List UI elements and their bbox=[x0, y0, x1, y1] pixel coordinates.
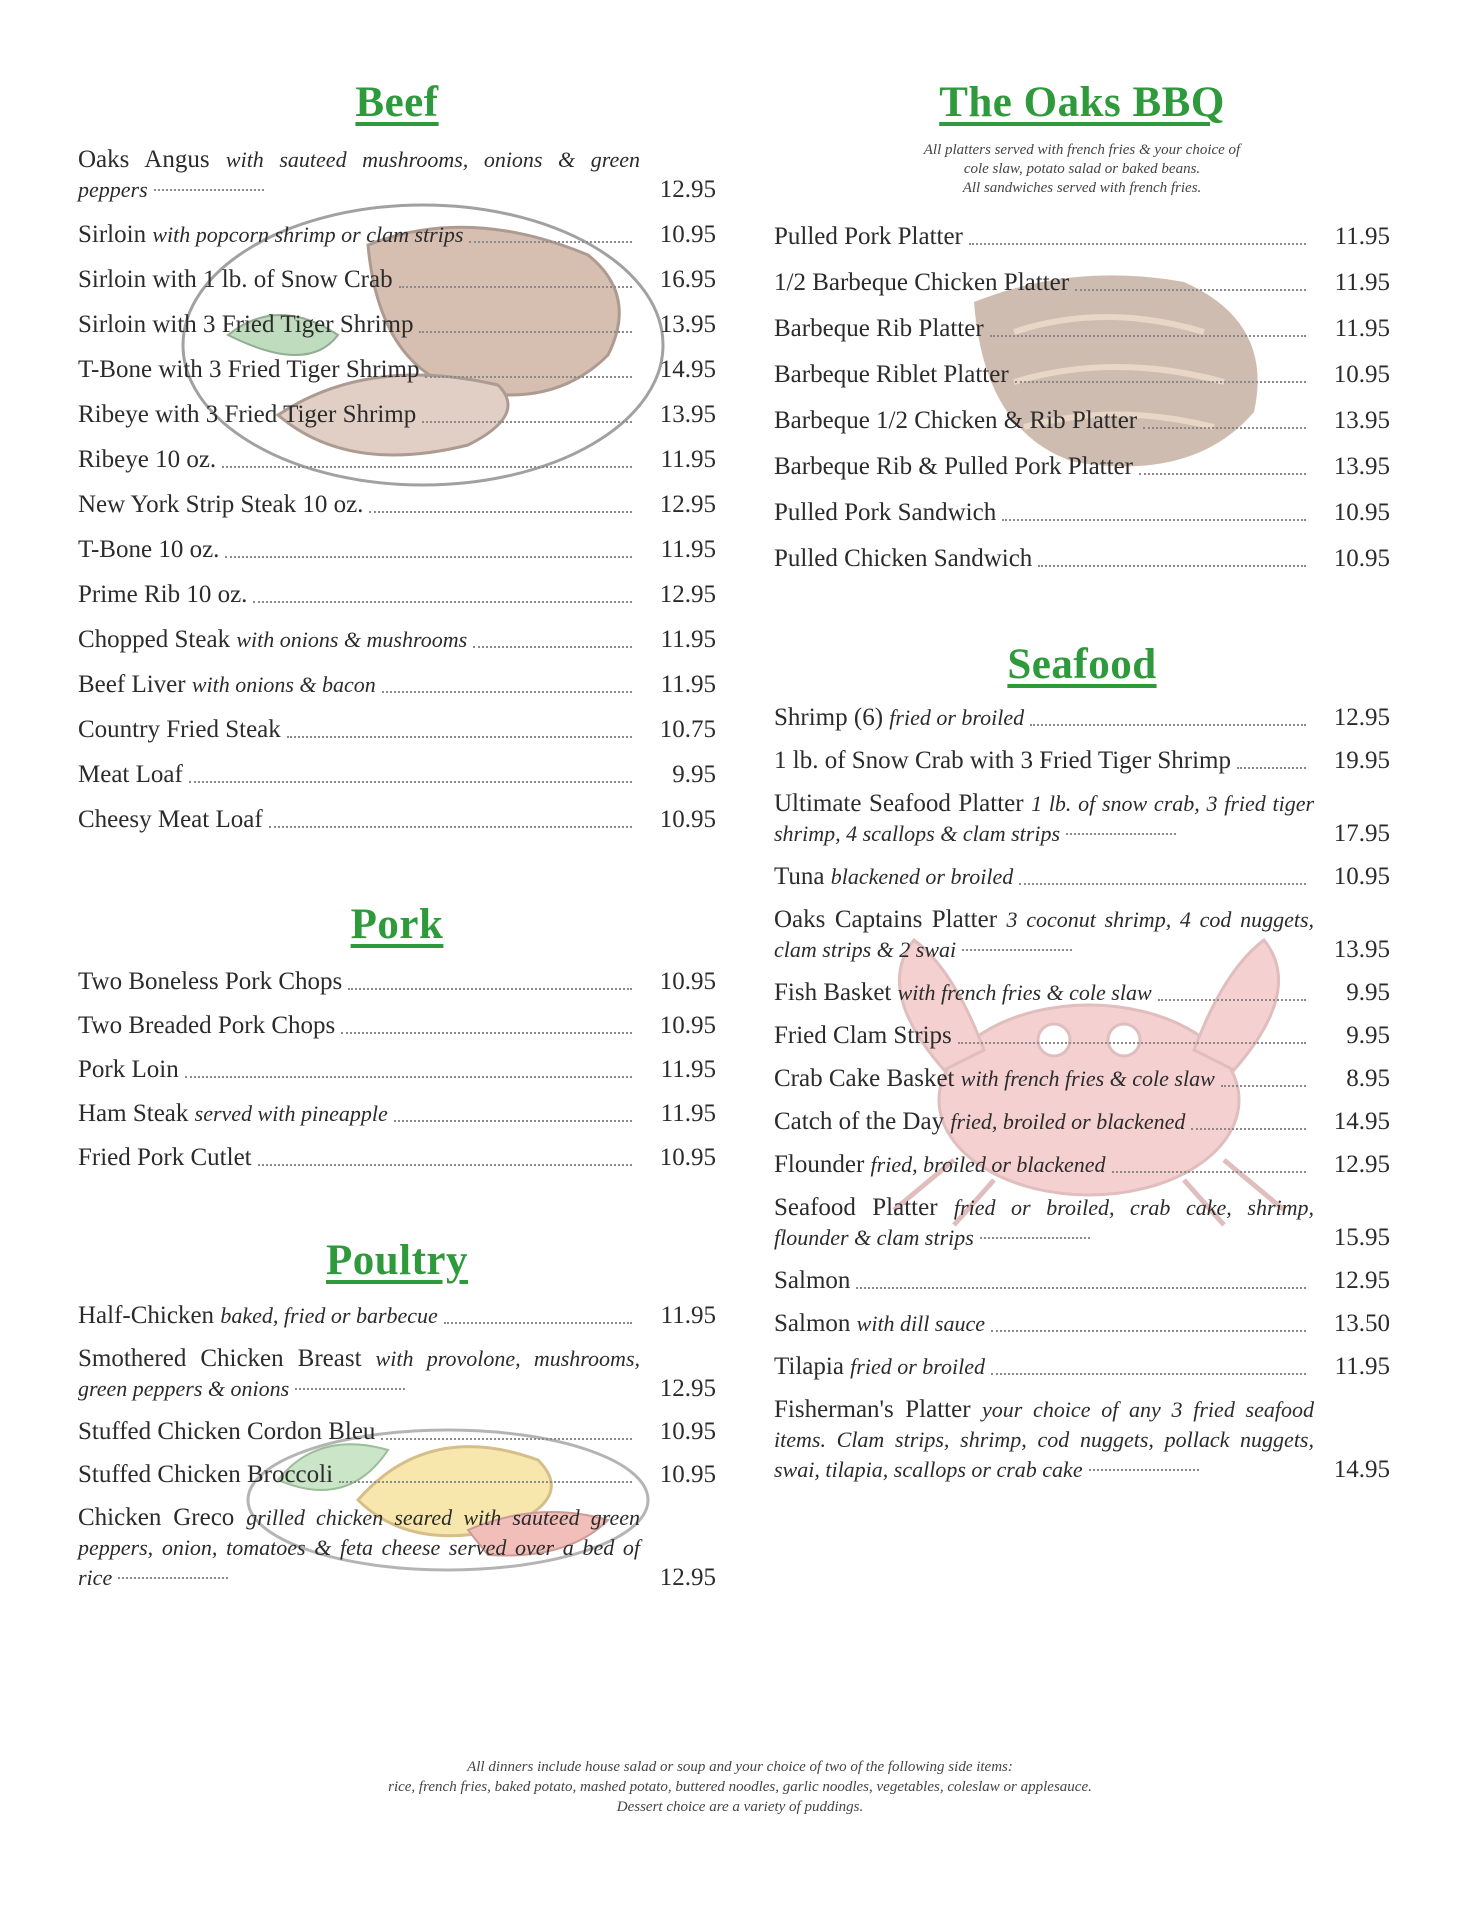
menu-item bbox=[78, 1055, 716, 1085]
menu-item-text bbox=[774, 222, 963, 252]
dot-leader bbox=[269, 826, 632, 828]
menu-item-price: 10.95 bbox=[1333, 499, 1390, 526]
menu-item-price: 11.95 bbox=[660, 671, 716, 698]
menu-item-name: Stuffed Chicken Broccoli bbox=[78, 1461, 334, 1488]
seafood-menu-list bbox=[774, 703, 1390, 1485]
beef-menu-list bbox=[78, 145, 716, 835]
menu-item-price: 11.95 bbox=[1334, 315, 1390, 342]
menu-item bbox=[78, 1301, 716, 1331]
menu-item-text bbox=[774, 314, 984, 344]
menu-item-description: baked, fried or barbecue bbox=[220, 1303, 438, 1328]
menu-item-name: 1 lb. of Snow Crab with 3 Fried Tiger Shrimp bbox=[774, 747, 1231, 774]
menu-item-name: Pulled Chicken Sandwich bbox=[774, 545, 1033, 572]
menu-item-name: Barbeque Rib Platter bbox=[774, 315, 984, 342]
menu-item-text bbox=[78, 1503, 640, 1593]
dot-leader bbox=[339, 1481, 632, 1483]
menu-item-name: Flounder bbox=[774, 1151, 865, 1178]
menu-item-price: 11.95 bbox=[1334, 1353, 1390, 1380]
menu-item-name: Fried Pork Cutlet bbox=[78, 1144, 252, 1171]
menu-item-price: 13.95 bbox=[659, 311, 716, 338]
menu-item-description: with provolone, mushrooms, green peppers & onions bbox=[78, 1346, 641, 1401]
menu-item-price: 13.95 bbox=[1333, 407, 1390, 434]
menu-item-text bbox=[774, 746, 1231, 776]
menu-item-text bbox=[78, 355, 419, 385]
menu-item bbox=[774, 1193, 1390, 1253]
menu-item bbox=[774, 1309, 1390, 1339]
menu-item-name: Fisherman's Platter bbox=[774, 1396, 971, 1423]
menu-item-price: 12.95 bbox=[659, 491, 716, 518]
dot-leader bbox=[1237, 767, 1306, 769]
dot-leader bbox=[154, 188, 264, 191]
menu-item bbox=[78, 490, 716, 520]
menu-item-text bbox=[78, 625, 467, 655]
menu-item-price: 10.95 bbox=[659, 1418, 716, 1445]
menu-item-name: Fish Basket bbox=[774, 979, 892, 1006]
beef-heading: Beef bbox=[355, 79, 439, 126]
menu-item-price: 15.95 bbox=[1333, 1224, 1390, 1251]
menu-item bbox=[78, 145, 716, 205]
dot-leader bbox=[225, 556, 632, 558]
menu-item-text bbox=[774, 789, 1314, 849]
menu-item-price: 17.95 bbox=[1333, 820, 1390, 847]
menu-item-text bbox=[78, 400, 416, 430]
menu-item-name: Barbeque Rib & Pulled Pork Platter bbox=[774, 453, 1133, 480]
menu-item-name: Cheesy Meat Loaf bbox=[78, 806, 263, 833]
menu-item bbox=[774, 1150, 1390, 1180]
menu-item-name: Seafood Platter bbox=[774, 1194, 938, 1221]
menu-item bbox=[78, 760, 716, 790]
menu-item-description: fried, broiled or blackened bbox=[870, 1152, 1106, 1177]
menu-item-price: 12.95 bbox=[659, 581, 716, 608]
menu-item bbox=[78, 265, 716, 295]
menu-item-name: Ribeye 10 oz. bbox=[78, 446, 217, 473]
dot-leader bbox=[962, 948, 1072, 951]
menu-item bbox=[78, 625, 716, 655]
dot-leader bbox=[1089, 1468, 1199, 1471]
menu-item-text bbox=[78, 220, 463, 250]
menu-item-price: 12.95 bbox=[659, 1564, 716, 1591]
dot-leader bbox=[1002, 519, 1306, 521]
menu-item-name: Sirloin with 1 lb. of Snow Crab bbox=[78, 266, 393, 293]
menu-item bbox=[774, 703, 1390, 733]
menu-item-price: 10.95 bbox=[659, 806, 716, 833]
dot-leader bbox=[473, 646, 632, 648]
bbq-note-line: cole slaw, potato salad or baked beans. bbox=[963, 161, 1201, 177]
menu-item-text bbox=[78, 1460, 333, 1490]
menu-item-text bbox=[774, 1395, 1314, 1485]
menu-item-price: 14.95 bbox=[1333, 1108, 1390, 1135]
bbq-note-line: All platters served with french fries & your choice of bbox=[923, 142, 1241, 158]
menu-item-description: with sauteed mushrooms, onions & green peppers bbox=[78, 147, 640, 202]
menu-item bbox=[774, 746, 1390, 776]
menu-item bbox=[774, 314, 1390, 344]
dot-leader bbox=[1030, 724, 1306, 726]
menu-item bbox=[774, 406, 1390, 436]
menu-item-name: Country Fried Steak bbox=[78, 716, 281, 743]
menu-item-price: 10.95 bbox=[659, 1461, 716, 1488]
menu-item bbox=[78, 670, 716, 700]
menu-item bbox=[78, 535, 716, 565]
menu-item-name: Ribeye with 3 Fried Tiger Shrimp bbox=[78, 401, 417, 428]
menu-item-text bbox=[78, 1055, 179, 1085]
menu-item-price: 11.95 bbox=[660, 1056, 716, 1083]
bbq-serving-note bbox=[774, 141, 1390, 198]
menu-item-price: 11.95 bbox=[1334, 223, 1390, 250]
menu-item-name: Sirloin with 3 Fried Tiger Shrimp bbox=[78, 311, 414, 338]
menu-item-name: Two Boneless Pork Chops bbox=[78, 968, 343, 995]
dot-leader bbox=[1015, 381, 1306, 383]
pork-section bbox=[78, 900, 716, 1187]
dot-leader bbox=[118, 1576, 228, 1579]
menu-item bbox=[78, 580, 716, 610]
dot-leader bbox=[185, 1076, 632, 1078]
menu-item-text bbox=[78, 715, 281, 745]
menu-item-name: Smothered Chicken Breast bbox=[78, 1345, 362, 1372]
poultry-menu-list bbox=[78, 1301, 716, 1593]
menu-item-price: 11.95 bbox=[660, 446, 716, 473]
menu-item-text bbox=[774, 498, 996, 528]
menu-item-name: Half-Chicken bbox=[78, 1302, 215, 1329]
footer-line: Dessert choice are a variety of puddings. bbox=[616, 1799, 864, 1815]
menu-item-name: Sirloin bbox=[78, 221, 147, 248]
menu-item-text bbox=[78, 535, 219, 565]
menu-item-description: fried or broiled bbox=[889, 705, 1025, 730]
menu-item bbox=[774, 862, 1390, 892]
dot-leader bbox=[980, 1236, 1090, 1239]
dot-leader bbox=[969, 243, 1306, 245]
menu-item-text bbox=[78, 145, 640, 205]
footer-line: All dinners include house salad or soup and your choice of two of the following side items: bbox=[467, 1759, 1013, 1775]
menu-item-text bbox=[78, 580, 247, 610]
menu-item bbox=[774, 222, 1390, 252]
dot-leader bbox=[341, 1032, 632, 1034]
dot-leader bbox=[958, 1042, 1306, 1044]
menu-item-price: 10.95 bbox=[659, 1012, 716, 1039]
dot-leader bbox=[444, 1322, 632, 1324]
menu-item-text bbox=[78, 1099, 388, 1129]
menu-item-price: 11.95 bbox=[660, 1302, 716, 1329]
menu-item-name: Tilapia bbox=[774, 1353, 844, 1380]
dot-leader bbox=[348, 988, 632, 990]
menu-item-description: your choice of any 3 fried seafood items. Clam strips, shrimp, cod nuggets, pollack nuggets, swai, tilapia, scallops or crab cake bbox=[774, 1397, 1314, 1482]
menu-item-price: 9.95 bbox=[672, 761, 716, 788]
dot-leader bbox=[1075, 289, 1306, 291]
menu-item-text bbox=[774, 1352, 985, 1382]
menu-item-text bbox=[774, 452, 1133, 482]
menu-item bbox=[78, 445, 716, 475]
menu-item-price: 13.95 bbox=[659, 401, 716, 428]
seafood-heading: Seafood bbox=[1007, 641, 1157, 688]
dot-leader bbox=[1139, 473, 1306, 475]
menu-item-description: with popcorn shrimp or clam strips bbox=[152, 222, 464, 247]
menu-item-name: Barbeque 1/2 Chicken & Rib Platter bbox=[774, 407, 1138, 434]
menu-item-name: Pulled Pork Sandwich bbox=[774, 499, 997, 526]
dot-leader bbox=[253, 601, 632, 603]
menu-item-description: with french fries & cole slaw bbox=[960, 1066, 1215, 1091]
dot-leader bbox=[1066, 832, 1176, 835]
menu-item bbox=[78, 967, 716, 997]
menu-item bbox=[774, 1352, 1390, 1382]
menu-item bbox=[78, 1344, 716, 1404]
menu-item-price: 9.95 bbox=[1346, 1022, 1390, 1049]
menu-item-description: blackened or broiled bbox=[830, 864, 1014, 889]
menu-item-text bbox=[774, 1193, 1314, 1253]
dot-leader bbox=[189, 781, 632, 783]
menu-item-text bbox=[774, 1266, 850, 1296]
menu-item-description: with dill sauce bbox=[856, 1311, 985, 1336]
dot-leader bbox=[1191, 1128, 1306, 1130]
menu-item-text bbox=[774, 1309, 985, 1339]
menu-item-text bbox=[774, 1107, 1185, 1137]
dot-leader bbox=[422, 421, 632, 423]
menu-item-text bbox=[774, 905, 1314, 965]
menu-item-price: 10.95 bbox=[659, 1144, 716, 1171]
menu-item-price: 11.95 bbox=[660, 536, 716, 563]
menu-item-text bbox=[78, 670, 376, 700]
menu-item-description: 1 lb. of snow crab, 3 fried tiger shrimp, 4 scallops & clam strips bbox=[774, 791, 1315, 846]
menu-item-name: Crab Cake Basket bbox=[774, 1065, 955, 1092]
menu-item-description: with french fries & cole slaw bbox=[897, 980, 1152, 1005]
menu-item-description: fried, broiled or blackened bbox=[950, 1109, 1186, 1134]
menu-item-name: Barbeque Riblet Platter bbox=[774, 361, 1009, 388]
menu-item bbox=[78, 1417, 716, 1447]
menu-item-price: 12.95 bbox=[1333, 1151, 1390, 1178]
menu-item-name: Chopped Steak bbox=[78, 626, 231, 653]
menu-item-text bbox=[78, 490, 363, 520]
menu-item-price: 10.95 bbox=[1333, 863, 1390, 890]
menu-item bbox=[78, 1143, 716, 1173]
menu-item-name: Fried Clam Strips bbox=[774, 1022, 952, 1049]
menu-item-name: Pulled Pork Platter bbox=[774, 223, 963, 250]
menu-item-name: Prime Rib 10 oz. bbox=[78, 581, 248, 608]
menu-item-price: 13.95 bbox=[1333, 936, 1390, 963]
menu-item-text bbox=[774, 360, 1009, 390]
menu-item bbox=[78, 1011, 716, 1041]
menu-item bbox=[774, 1021, 1390, 1051]
menu-item-price: 11.95 bbox=[660, 1100, 716, 1127]
dot-leader bbox=[399, 286, 632, 288]
menu-item-text bbox=[774, 1064, 1215, 1094]
menu-item-description: with onions & mushrooms bbox=[236, 627, 468, 652]
menu-item-price: 11.95 bbox=[1334, 269, 1390, 296]
dot-leader bbox=[1019, 883, 1306, 885]
pork-heading: Pork bbox=[350, 901, 444, 948]
menu-item bbox=[774, 452, 1390, 482]
dot-leader bbox=[1112, 1171, 1306, 1173]
menu-item-name: Oaks Captains Platter bbox=[774, 906, 998, 933]
menu-item-text bbox=[78, 1011, 335, 1041]
menu-item-name: Salmon bbox=[774, 1310, 851, 1337]
dot-leader bbox=[287, 736, 632, 738]
menu-item-name: Ultimate Seafood Platter bbox=[774, 790, 1024, 817]
menu-item-name: Two Breaded Pork Chops bbox=[78, 1012, 336, 1039]
menu-item bbox=[78, 400, 716, 430]
menu-item-price: 16.95 bbox=[659, 266, 716, 293]
dot-leader bbox=[382, 691, 632, 693]
menu-item-text bbox=[774, 544, 1032, 574]
poultry-section bbox=[78, 1236, 716, 1606]
dot-leader bbox=[991, 1373, 1306, 1375]
poultry-heading: Poultry bbox=[325, 1237, 469, 1284]
menu-item-text bbox=[78, 805, 263, 835]
menu-item-text bbox=[78, 310, 413, 340]
menu-item-name: Oaks Angus bbox=[78, 146, 210, 173]
menu-item-price: 10.75 bbox=[659, 716, 716, 743]
menu-item-name: Stuffed Chicken Cordon Bleu bbox=[78, 1418, 376, 1445]
menu-item-description: served with pineapple bbox=[194, 1101, 388, 1126]
menu-item-price: 9.95 bbox=[1346, 979, 1390, 1006]
dot-leader bbox=[991, 1330, 1306, 1332]
menu-item bbox=[78, 220, 716, 250]
menu-item-price: 12.95 bbox=[659, 176, 716, 203]
menu-item-price: 14.95 bbox=[1333, 1456, 1390, 1483]
menu-item-price: 8.95 bbox=[1346, 1065, 1390, 1092]
menu-item-name: Shrimp (6) bbox=[774, 704, 884, 731]
menu-item-name: Salmon bbox=[774, 1267, 851, 1294]
menu-item-text bbox=[78, 1301, 438, 1331]
menu-item bbox=[774, 498, 1390, 528]
menu-item-name: New York Strip Steak 10 oz. bbox=[78, 491, 364, 518]
menu-item bbox=[774, 1395, 1390, 1485]
menu-item bbox=[78, 1460, 716, 1490]
menu-item-text bbox=[774, 862, 1013, 892]
dot-leader bbox=[258, 1164, 632, 1166]
menu-item-name: Beef Liver bbox=[78, 671, 186, 698]
menu-item-description: grilled chicken seared with sauteed green peppers, onion, tomatoes & feta cheese served over a bed of rice bbox=[78, 1505, 641, 1590]
bbq-heading: The Oaks BBQ bbox=[939, 79, 1225, 126]
beef-section bbox=[78, 78, 716, 850]
menu-item-price: 10.95 bbox=[659, 968, 716, 995]
menu-item bbox=[78, 355, 716, 385]
menu-item bbox=[78, 310, 716, 340]
dot-leader bbox=[222, 466, 632, 468]
menu-item-name: Ham Steak bbox=[78, 1100, 189, 1127]
menu-item-name: Tuna bbox=[774, 863, 825, 890]
menu-item-price: 12.95 bbox=[1333, 704, 1390, 731]
menu-item-text bbox=[774, 406, 1137, 436]
dot-leader bbox=[469, 241, 632, 243]
menu-item-name: Pork Loin bbox=[78, 1056, 179, 1083]
dot-leader bbox=[1221, 1085, 1306, 1087]
menu-item-price: 13.50 bbox=[1333, 1310, 1390, 1337]
menu-item-name: T-Bone with 3 Fried Tiger Shrimp bbox=[78, 356, 420, 383]
menu-item bbox=[774, 1107, 1390, 1137]
menu-item-description: 3 coconut shrimp, 4 cod nuggets, clam strips & 2 swai bbox=[774, 907, 1315, 962]
menu-item-price: 13.95 bbox=[1333, 453, 1390, 480]
menu-item-price: 12.95 bbox=[1333, 1267, 1390, 1294]
menu-item bbox=[78, 1099, 716, 1129]
menu-item-text bbox=[78, 1417, 375, 1447]
pork-menu-list bbox=[78, 967, 716, 1173]
menu-item bbox=[774, 789, 1390, 849]
dot-leader bbox=[856, 1287, 1306, 1289]
bbq-menu-list bbox=[774, 222, 1390, 574]
menu-item-price: 10.95 bbox=[659, 221, 716, 248]
menu-item-price: 19.95 bbox=[1333, 747, 1390, 774]
menu-item bbox=[774, 905, 1390, 965]
menu-item bbox=[78, 715, 716, 745]
menu-item bbox=[774, 360, 1390, 390]
dot-leader bbox=[419, 331, 632, 333]
menu-item-name: 1/2 Barbeque Chicken Platter bbox=[774, 269, 1070, 296]
dot-leader bbox=[990, 335, 1306, 337]
menu-item bbox=[78, 1503, 716, 1593]
menu-item-text bbox=[78, 265, 393, 295]
menu-item-name: Chicken Greco bbox=[78, 1504, 235, 1531]
menu-item-price: 14.95 bbox=[659, 356, 716, 383]
menu-item-price: 12.95 bbox=[659, 1375, 716, 1402]
menu-item-text bbox=[774, 1150, 1106, 1180]
menu-item-text bbox=[78, 1344, 640, 1404]
menu-item bbox=[774, 544, 1390, 574]
menu-item-description: with onions & bacon bbox=[191, 672, 376, 697]
menu-item-text bbox=[774, 978, 1152, 1008]
menu-item-price: 10.95 bbox=[1333, 545, 1390, 572]
dot-leader bbox=[369, 511, 632, 513]
menu-item bbox=[774, 1064, 1390, 1094]
seafood-section bbox=[774, 640, 1390, 1498]
menu-item bbox=[774, 268, 1390, 298]
bbq-section bbox=[774, 78, 1390, 590]
dot-leader bbox=[1158, 999, 1306, 1001]
menu-item bbox=[78, 805, 716, 835]
menu-item-name: T-Bone 10 oz. bbox=[78, 536, 220, 563]
menu-item bbox=[774, 978, 1390, 1008]
dot-leader bbox=[1038, 565, 1306, 567]
dot-leader bbox=[295, 1387, 405, 1390]
menu-item-text bbox=[774, 703, 1024, 733]
footer-note bbox=[200, 1757, 1280, 1817]
menu-item-text bbox=[78, 967, 342, 997]
menu-item-name: Meat Loaf bbox=[78, 761, 183, 788]
menu-item-text bbox=[774, 268, 1069, 298]
footer-line: rice, french fries, baked potato, mashed potato, buttered noodles, garlic noodles, vegetables, coleslaw or applesauce. bbox=[388, 1779, 1092, 1795]
dot-leader bbox=[394, 1120, 632, 1122]
menu-item-description: fried or broiled, crab cake, shrimp, flounder & clam strips bbox=[774, 1195, 1315, 1250]
menu-item-text bbox=[774, 1021, 952, 1051]
menu-item-price: 11.95 bbox=[660, 626, 716, 653]
menu-item bbox=[774, 1266, 1390, 1296]
menu-item-text bbox=[78, 445, 216, 475]
dot-leader bbox=[1143, 427, 1306, 429]
menu-item-description: fried or broiled bbox=[850, 1354, 986, 1379]
dot-leader bbox=[425, 376, 632, 378]
menu-item-text bbox=[78, 760, 183, 790]
menu-item-text bbox=[78, 1143, 252, 1173]
menu-item-price: 10.95 bbox=[1333, 361, 1390, 388]
menu-item-name: Catch of the Day bbox=[774, 1108, 945, 1135]
dot-leader bbox=[381, 1438, 632, 1440]
bbq-note-line: All sandwiches served with french fries. bbox=[962, 180, 1202, 196]
